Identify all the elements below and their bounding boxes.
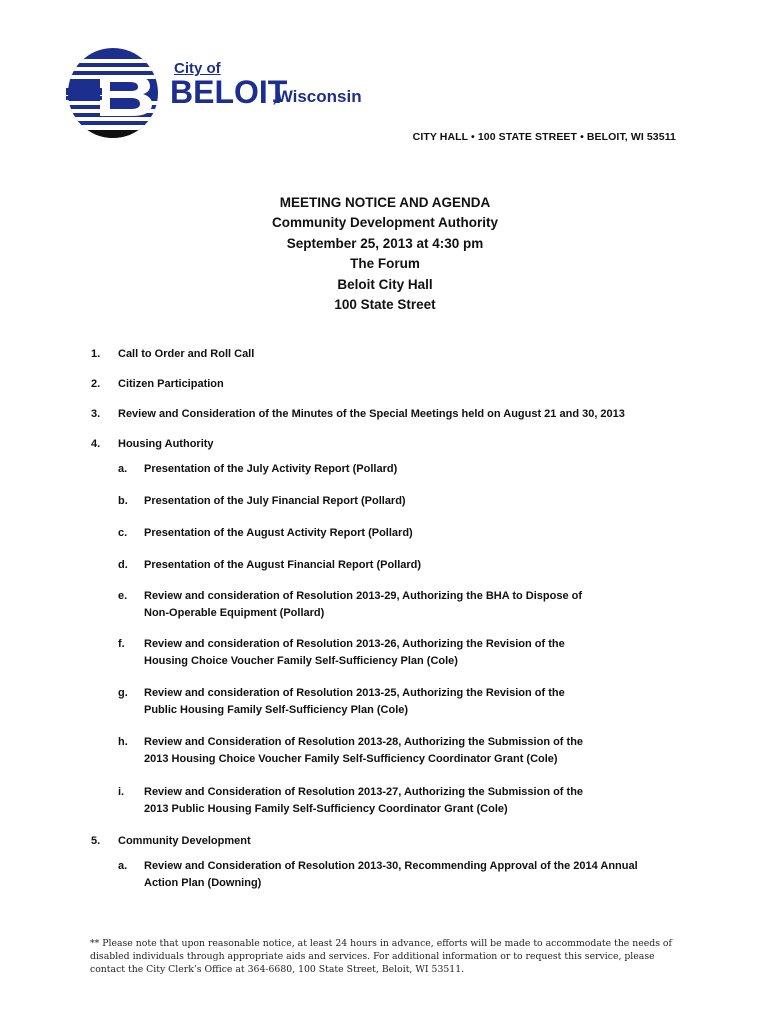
footnote-line-1: ** Please note that upon reasonable notice, at least 24 hours in advance, efforts will be made to accommodate the needs of	[90, 938, 672, 949]
subitem-text: Presentation of the July Activity Report (Pollard)	[144, 463, 398, 475]
subitem-letter: g.	[118, 687, 128, 699]
city-logo	[66, 46, 366, 142]
footnote-line-2: disabled individuals through appropriate aids and services. For additional information or to request this service, please	[90, 951, 655, 962]
subitem-line-2: 2013 Housing Choice Voucher Family Self-Sufficiency Coordinator Grant (Cole)	[144, 752, 558, 765]
logo-city-of-text: City of	[174, 60, 221, 77]
subitem-line-2: Action Plan (Downing)	[144, 876, 262, 889]
agenda-item-text: Housing Authority	[118, 438, 214, 450]
subitem-text: Presentation of the August Financial Report (Pollard)	[144, 559, 422, 571]
logo-wisconsin-text: ,Wisconsin	[272, 87, 362, 106]
agenda-item-number: 1.	[91, 348, 101, 360]
city-hall-address: CITY HALL • 100 STATE STREET • BELOIT, WI 53511	[412, 131, 676, 143]
subitem-text	[144, 588, 648, 621]
subitem-letter: c.	[118, 527, 128, 539]
subitem-letter: b.	[118, 495, 128, 507]
subitem-letter: a.	[118, 463, 128, 475]
subitem-letter: h.	[118, 736, 128, 748]
subitem-line-1: Review and consideration of Resolution 2013-29, Authorizing the BHA to Dispose of	[144, 590, 583, 602]
agenda-item-text: Community Development	[118, 835, 251, 847]
subitem-text	[144, 636, 648, 669]
agenda-item-number: 4.	[91, 438, 101, 450]
agenda-item-text: Call to Order and Roll Call	[118, 348, 255, 360]
subitem-line-1: Review and consideration of Resolution 2013-26, Authorizing the Revision of the	[144, 638, 565, 650]
beloit-b-emblem-icon	[66, 46, 176, 142]
subitem-letter: i.	[118, 786, 125, 798]
meeting-title-block	[0, 193, 770, 315]
accessibility-footnote	[90, 937, 682, 976]
agenda-item-number: 2.	[91, 378, 101, 390]
title-date-time: September 25, 2013 at 4:30 pm	[286, 235, 484, 251]
subitem-text	[144, 858, 648, 891]
subitem-line-1: Review and Consideration of Resolution 2013-30, Recommending Approval of the 2014 Annual	[144, 860, 638, 872]
subitem-line-2: 2013 Public Housing Family Self-Sufficiency Coordinator Grant (Cole)	[144, 802, 508, 815]
agenda-item-text: Citizen Participation	[118, 378, 224, 390]
title-street: 100 State Street	[334, 297, 436, 313]
subitem-line-2: Public Housing Family Self-Sufficiency Plan (Cole)	[144, 703, 409, 716]
subitem-letter: a.	[118, 860, 128, 872]
subitem-line-2: Non-Operable Equipment (Pollard)	[144, 606, 325, 619]
agenda-item-number: 5.	[91, 835, 101, 847]
footnote-line-3: contact the City Clerk’s Office at 364-6680, 100 State Street, Beloit, WI 53511.	[90, 964, 465, 975]
agenda-item-number: 3.	[91, 408, 101, 420]
logo-beloit-text: BELOIT	[170, 74, 288, 110]
subitem-line-1: Review and Consideration of Resolution 2013-27, Authorizing the Submission of the	[144, 786, 584, 798]
subitem-text	[144, 784, 648, 817]
title-authority-name: Community Development Authority	[271, 215, 498, 231]
subitem-text	[144, 734, 648, 767]
subitem-line-1: Review and Consideration of Resolution 2013-28, Authorizing the Submission of the	[144, 736, 584, 748]
subitem-text: Presentation of the August Activity Report (Pollard)	[144, 527, 413, 539]
subitem-letter: d.	[118, 559, 128, 571]
subitem-letter: e.	[118, 590, 128, 602]
title-building: Beloit City Hall	[337, 276, 433, 292]
title-venue: The Forum	[350, 256, 420, 272]
subitem-text	[144, 685, 648, 718]
subitem-text: Presentation of the July Financial Report (Pollard)	[144, 495, 406, 507]
title-meeting-notice: MEETING NOTICE AND AGENDA	[279, 195, 491, 210]
subitem-letter: f.	[118, 638, 125, 650]
subitem-line-1: Review and consideration of Resolution 2013-25, Authorizing the Revision of the	[144, 687, 565, 699]
subitem-line-2: Housing Choice Voucher Family Self-Sufficiency Plan (Cole)	[144, 654, 458, 667]
agenda-item-text: Review and Consideration of the Minutes of the Special Meetings held on August 21 and 30, 2013	[118, 408, 625, 420]
